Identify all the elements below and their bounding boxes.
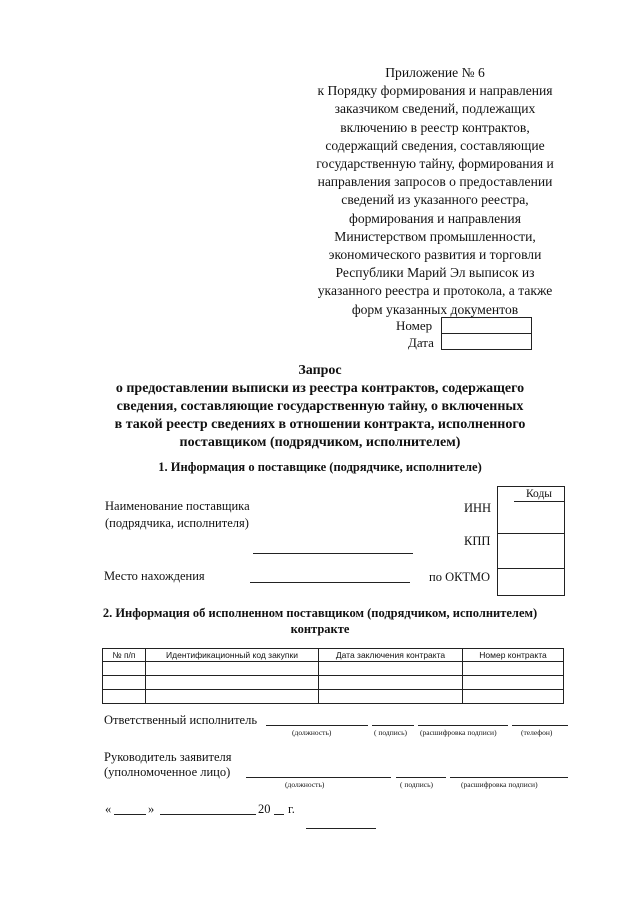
head-label: Руководитель заявителя bbox=[104, 750, 232, 764]
table-row bbox=[103, 662, 564, 676]
codes-table bbox=[497, 486, 565, 596]
oktmo-label: по ОКТМО bbox=[429, 570, 491, 584]
kpp-code-cell[interactable] bbox=[498, 534, 564, 569]
inn-code-cell[interactable] bbox=[498, 502, 564, 534]
table-cell[interactable] bbox=[463, 690, 564, 704]
head-caption-signature: ( подпись) bbox=[400, 780, 434, 789]
date-close-quote: » bbox=[148, 802, 155, 816]
table-cell[interactable] bbox=[463, 676, 564, 690]
table-cell[interactable] bbox=[146, 676, 319, 690]
appendix-line: указанного реестра и протокола, а также bbox=[317, 283, 553, 299]
supplier-name-label-sub: (подрядчика, исполнителя) bbox=[105, 516, 249, 530]
date-field[interactable] bbox=[441, 333, 532, 350]
year-prefix: 20 bbox=[258, 802, 271, 816]
appendix-line: заказчиком сведений, подлежащих bbox=[334, 101, 536, 117]
appendix-line: Министерством промышленности, bbox=[334, 228, 536, 244]
kpp-label: КПП bbox=[464, 534, 491, 548]
contract-table bbox=[102, 648, 564, 704]
appendix-line: содержащий сведения, составляющие bbox=[325, 137, 545, 153]
column-header: Номер контракта bbox=[463, 649, 564, 662]
responsible-decoding-field[interactable] bbox=[418, 725, 508, 726]
date-label: Дата bbox=[408, 335, 434, 350]
responsible-position-field[interactable] bbox=[266, 725, 368, 726]
table-row bbox=[103, 676, 564, 690]
head-decoding-field[interactable] bbox=[450, 777, 568, 778]
number-field[interactable] bbox=[441, 317, 532, 334]
year-suffix: г. bbox=[288, 802, 295, 816]
appendix-header bbox=[290, 64, 580, 319]
date-open-quote: « bbox=[105, 802, 112, 816]
appendix-line: Приложение № 6 bbox=[385, 65, 485, 80]
head-caption-position: (должность) bbox=[285, 780, 325, 789]
section2-heading: 2. Информация об исполненном поставщиком (подрядчиком, исполнителем) bbox=[102, 606, 538, 620]
appendix-line: Республики Марий Эл выписок из bbox=[335, 265, 535, 281]
resp-caption-decoding: (расшифровка подписи) bbox=[420, 728, 497, 737]
appendix-line: включению в реестр контрактов, bbox=[340, 119, 530, 135]
resp-caption-phone: (телефон) bbox=[521, 728, 553, 737]
oktmo-code-cell[interactable] bbox=[498, 569, 564, 596]
head-caption-decoding: (расшифровка подписи) bbox=[461, 780, 538, 789]
head-position-field[interactable] bbox=[246, 777, 391, 778]
column-header: № п/п bbox=[103, 649, 146, 662]
table-cell[interactable] bbox=[103, 662, 146, 676]
location-field[interactable] bbox=[250, 582, 410, 583]
appendix-line: экономического развития и торговли bbox=[328, 247, 542, 263]
table-cell[interactable] bbox=[146, 690, 319, 704]
request-subtitle-line: сведения, составляющие государственную тайну, о включенных bbox=[116, 399, 524, 414]
month-field[interactable] bbox=[160, 814, 256, 815]
inn-label: ИНН bbox=[464, 501, 492, 515]
responsible-phone-field[interactable] bbox=[512, 725, 568, 726]
section1-heading: 1. Информация о поставщике (подрядчике, исполнителе) bbox=[158, 460, 482, 474]
column-header: Дата заключения контракта bbox=[319, 649, 463, 662]
request-title-block bbox=[60, 362, 580, 452]
appendix-line: к Порядку формирования и направления bbox=[317, 83, 553, 99]
table-cell[interactable] bbox=[146, 662, 319, 676]
head-label-sub: (уполномоченное лицо) bbox=[104, 765, 231, 779]
request-subtitle-line: поставщиком (подрядчиком, исполнителем) bbox=[179, 435, 461, 450]
appendix-line: форм указанных документов bbox=[351, 301, 519, 317]
supplier-name-label: Наименование поставщика bbox=[105, 499, 250, 513]
location-label: Место нахождения bbox=[104, 569, 205, 583]
column-header: Идентификационный код закупки bbox=[146, 649, 319, 662]
appendix-line: государственную тайну, формирования и bbox=[316, 156, 554, 172]
table-cell[interactable] bbox=[319, 662, 463, 676]
footer-divider bbox=[306, 828, 376, 829]
table-cell[interactable] bbox=[103, 690, 146, 704]
table-cell[interactable] bbox=[319, 690, 463, 704]
number-label: Номер bbox=[396, 318, 433, 333]
appendix-line: направления запросов о предоставлении bbox=[317, 174, 553, 190]
table-row bbox=[103, 690, 564, 704]
table-cell[interactable] bbox=[319, 676, 463, 690]
section2-heading-sub: контракте bbox=[290, 622, 350, 636]
table-cell[interactable] bbox=[463, 662, 564, 676]
codes-header: Коды bbox=[514, 487, 564, 502]
head-signature-field[interactable] bbox=[396, 777, 446, 778]
contract-table-header bbox=[103, 649, 564, 662]
resp-caption-position: (должность) bbox=[292, 728, 332, 737]
responsible-signature-field[interactable] bbox=[372, 725, 414, 726]
supplier-name-field[interactable] bbox=[253, 553, 413, 554]
resp-caption-signature: ( подпись) bbox=[374, 728, 408, 737]
table-cell[interactable] bbox=[103, 676, 146, 690]
appendix-line: сведений из указанного реестра, bbox=[341, 192, 529, 208]
year-field[interactable] bbox=[274, 814, 284, 815]
responsible-label: Ответственный исполнитель bbox=[104, 713, 258, 727]
request-title: Запрос bbox=[298, 363, 342, 378]
day-field[interactable] bbox=[114, 814, 146, 815]
request-subtitle-line: о предоставлении выписки из реестра контрактов, содержащего bbox=[115, 381, 525, 396]
request-subtitle-line: в такой реестр сведениях в отношении контракта, исполненного bbox=[114, 417, 526, 432]
appendix-line: формирования и направления bbox=[349, 210, 521, 226]
